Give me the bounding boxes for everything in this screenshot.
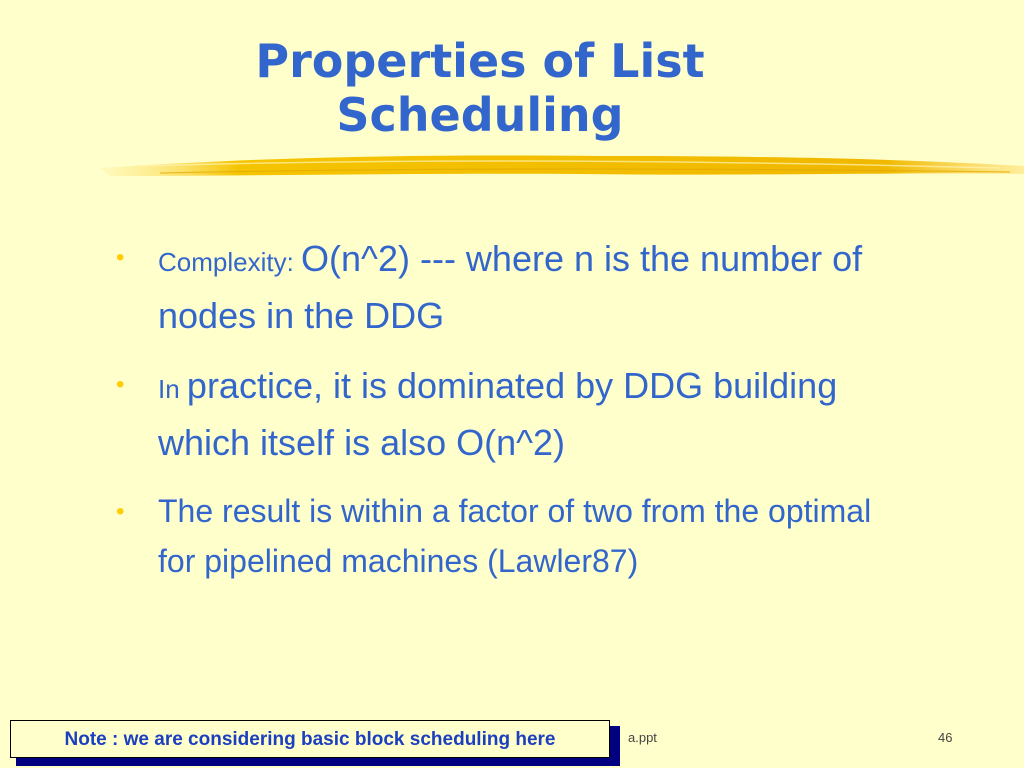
bullet-text: The result is within a factor of two from the optimal for pipelined machines (Lawler87) [158,493,872,579]
title-line-2: Scheduling [336,88,624,142]
slide-title [130,34,830,142]
footer-filename: a.ppt [628,730,657,745]
bullet-item-complexity [112,232,912,343]
bullet-dot-icon: • [116,371,125,398]
bullet-text: O(n^2) --- where n is the number of nodes in the DDG [158,238,863,336]
bullet-text: practice, it is dominated by DDG building which itself is also O(n^2) [158,365,838,463]
bullet-lead: In [158,374,187,404]
bullet-item-result [112,486,912,586]
title-line-1: Properties of List [255,34,705,88]
page-number: 46 [938,730,953,745]
bullet-list [112,232,912,602]
note-callout: Note : we are considering basic block scheduling here [10,720,610,758]
brush-stroke-divider [100,146,1024,186]
bullet-lead: Complexity: [158,247,302,277]
bullet-dot-icon: • [116,498,125,525]
bullet-dot-icon: • [116,244,125,271]
bullet-item-practice [112,359,912,470]
